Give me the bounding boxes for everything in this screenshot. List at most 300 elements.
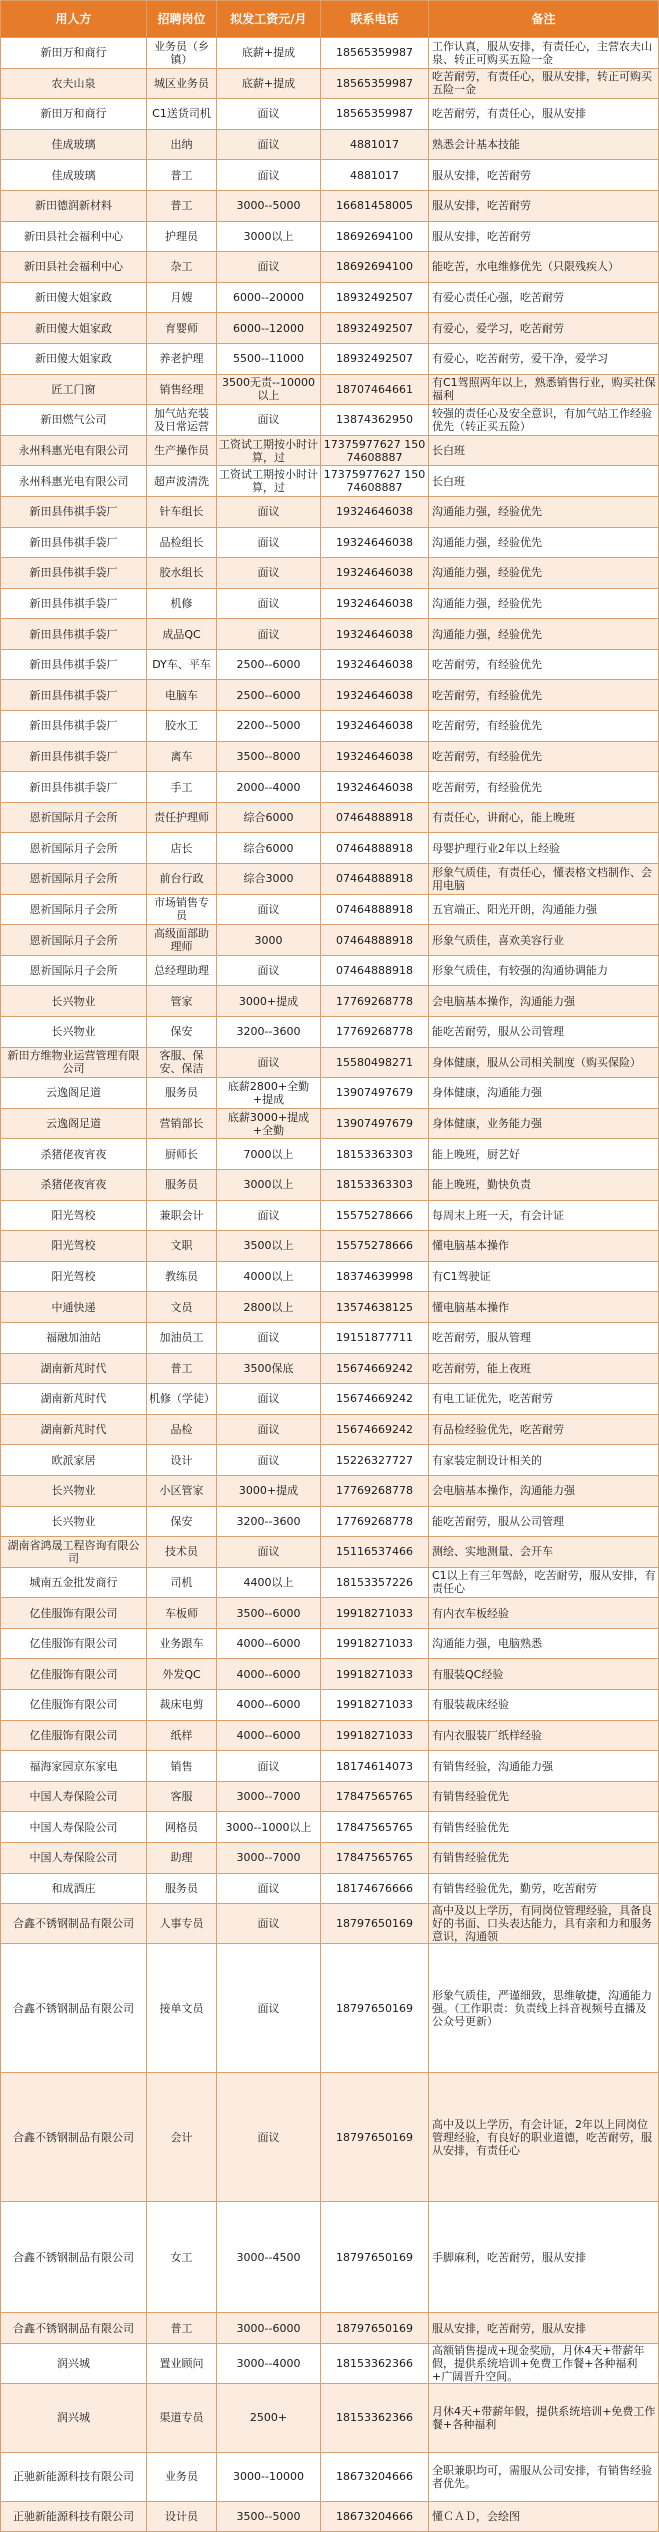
cell-employer: 新田县社会福利中心	[1, 252, 147, 283]
cell-position: 品检组长	[147, 527, 217, 558]
cell-notes: 身体健康，业务能力强	[429, 1108, 659, 1139]
cell-phone: 18932492507	[321, 313, 429, 344]
cell-phone: 18797650169	[321, 1904, 429, 1944]
cell-employer: 新田县伟祺手袋厂	[1, 772, 147, 803]
cell-position: 业务员	[147, 2452, 217, 2501]
cell-salary: 6000--12000	[217, 313, 321, 344]
cell-position: 保安	[147, 1506, 217, 1537]
table-row	[1, 1537, 659, 1568]
cell-phone: 17769268778	[321, 1017, 429, 1048]
cell-salary: 2500--6000	[217, 680, 321, 711]
table-row	[1, 129, 659, 160]
table-row	[1, 894, 659, 925]
cell-employer: 新田方维物业运营管理有限公司	[1, 1047, 147, 1078]
cell-salary: 工资试工期按小时计算，过	[217, 466, 321, 497]
cell-salary: 3000	[217, 925, 321, 956]
cell-notes: 身体健康，服从公司相关制度（购买保险）	[429, 1047, 659, 1078]
cell-notes: 形象气质佳，喜欢美容行业	[429, 925, 659, 956]
cell-position: 车板师	[147, 1598, 217, 1629]
cell-phone: 15674669242	[321, 1384, 429, 1415]
cell-phone: 13907497679	[321, 1078, 429, 1109]
cell-notes: 能吃苦耐劳，服从公司管理	[429, 1017, 659, 1048]
cell-salary: 6000--20000	[217, 282, 321, 313]
cell-salary: 3000--7000	[217, 1843, 321, 1874]
table-row	[1, 1414, 659, 1445]
cell-employer: 新田傻大姐家政	[1, 313, 147, 344]
cell-position: 加气站充装及日常运营	[147, 405, 217, 436]
cell-salary: 3000+提成	[217, 1475, 321, 1506]
cell-employer: 亿佳服饰有限公司	[1, 1659, 147, 1690]
cell-phone: 18153362366	[321, 2383, 429, 2452]
cell-employer: 正驰新能源科技有限公司	[1, 2501, 147, 2532]
cell-salary: 3000以上	[217, 221, 321, 252]
cell-position: 高级面部助理师	[147, 925, 217, 956]
cell-notes: 工作认真，服从安排，有责任心，主营农夫山泉、转正可购买五险一金	[429, 38, 659, 69]
table-row	[1, 252, 659, 283]
table-row	[1, 405, 659, 436]
cell-position: 超声波清洗	[147, 466, 217, 497]
table-row	[1, 435, 659, 466]
cell-employer: 合鑫不锈钢制品有限公司	[1, 2202, 147, 2313]
cell-position: 厨师长	[147, 1139, 217, 1170]
cell-notes: 高中及以上学历，有会计证，2年以上同岗位管理经验，有良好的职业道德，吃苦耐劳，服从安排，有责任心	[429, 2073, 659, 2202]
cell-position: 外发QC	[147, 1659, 217, 1690]
cell-notes: 身体健康，沟通能力强	[429, 1078, 659, 1109]
cell-position: 总经理助理	[147, 955, 217, 986]
cell-salary: 3500--5000	[217, 2501, 321, 2532]
cell-notes: 有责任心，讲耐心，能上晚班	[429, 802, 659, 833]
cell-notes: 有销售经验优先，勤劳，吃苦耐劳	[429, 1873, 659, 1904]
table-row	[1, 1292, 659, 1323]
cell-salary: 3000--6000	[217, 2313, 321, 2344]
cell-salary: 2000--4000	[217, 772, 321, 803]
cell-phone: 4881017	[321, 160, 429, 191]
cell-employer: 新田县伟祺手袋厂	[1, 711, 147, 742]
cell-salary: 3000--1000以上	[217, 1812, 321, 1843]
cell-salary: 综合6000	[217, 833, 321, 864]
cell-notes: 能吃苦耐劳，服从公司管理	[429, 1506, 659, 1537]
table-row	[1, 2501, 659, 2532]
cell-salary: 面议	[217, 1944, 321, 2073]
cell-employer: 长兴物业	[1, 1475, 147, 1506]
cell-notes: 长白班	[429, 466, 659, 497]
table-row	[1, 2073, 659, 2202]
cell-employer: 恩祈国际月子会所	[1, 925, 147, 956]
cell-salary: 3200--3600	[217, 1017, 321, 1048]
cell-salary: 面议	[217, 2073, 321, 2202]
table-row	[1, 2313, 659, 2344]
cell-notes: 服从安排，吃苦耐劳	[429, 160, 659, 191]
cell-phone: 13574638125	[321, 1292, 429, 1323]
cell-salary: 2500+	[217, 2383, 321, 2452]
cell-employer: 亿佳服饰有限公司	[1, 1720, 147, 1751]
cell-phone: 15674669242	[321, 1353, 429, 1384]
cell-phone: 19918271033	[321, 1659, 429, 1690]
cell-employer: 永州科惠光电有限公司	[1, 435, 147, 466]
cell-position: 出纳	[147, 129, 217, 160]
cell-position: 责任护理师	[147, 802, 217, 833]
cell-salary: 3500--6000	[217, 1598, 321, 1629]
table-row	[1, 68, 659, 99]
table-row	[1, 1384, 659, 1415]
cell-phone: 13874362950	[321, 405, 429, 436]
cell-notes: 懂电脑基本操作	[429, 1231, 659, 1262]
cell-employer: 新田燃气公司	[1, 405, 147, 436]
cell-employer: 新田县伟祺手袋厂	[1, 496, 147, 527]
cell-employer: 中国人寿保险公司	[1, 1843, 147, 1874]
cell-phone: 15575278666	[321, 1231, 429, 1262]
table-row	[1, 711, 659, 742]
table-row	[1, 649, 659, 680]
cell-notes: 测绘、实地测量、会开车	[429, 1537, 659, 1568]
table-row	[1, 802, 659, 833]
table-row	[1, 282, 659, 313]
cell-employer: 农夫山泉	[1, 68, 147, 99]
table-row	[1, 1690, 659, 1721]
cell-phone: 17769268778	[321, 1475, 429, 1506]
cell-employer: 杀猪佬夜宵夜	[1, 1139, 147, 1170]
cell-notes: 服从安排，吃苦耐劳	[429, 190, 659, 221]
cell-notes: 全职兼职均可，需服从公司安排，有销售经验者优先。	[429, 2452, 659, 2501]
cell-salary: 底薪3000+提成+全勤	[217, 1108, 321, 1139]
cell-notes: 服从安排，吃苦耐劳	[429, 221, 659, 252]
col-employer: 用人方	[1, 1, 147, 38]
cell-salary: 面议	[217, 1904, 321, 1944]
cell-employer: 长兴物业	[1, 1017, 147, 1048]
cell-notes: 能上晚班，勤快负责	[429, 1169, 659, 1200]
cell-notes: 有销售经验优先	[429, 1812, 659, 1843]
cell-phone: 17769268778	[321, 1506, 429, 1537]
cell-phone: 15580498271	[321, 1047, 429, 1078]
cell-position: 普工	[147, 1353, 217, 1384]
cell-notes: 长白班	[429, 435, 659, 466]
cell-salary: 面议	[217, 129, 321, 160]
cell-phone: 18797650169	[321, 2202, 429, 2313]
cell-employer: 阳光驾校	[1, 1200, 147, 1231]
cell-salary: 面议	[217, 1537, 321, 1568]
cell-notes: 有销售经验，沟通能力强	[429, 1751, 659, 1782]
cell-employer: 润兴城	[1, 2343, 147, 2383]
cell-phone: 4881017	[321, 129, 429, 160]
cell-position: 普工	[147, 160, 217, 191]
cell-notes: 有爱心责任心强，吃苦耐劳	[429, 282, 659, 313]
cell-notes: 形象气质佳，有责任心，懂表格文档制作、会用电脑	[429, 864, 659, 895]
cell-notes: 有内衣服装厂纸样经验	[429, 1720, 659, 1751]
cell-salary: 面议	[217, 619, 321, 650]
cell-salary: 面议	[217, 955, 321, 986]
cell-employer: 和成酒庄	[1, 1873, 147, 1904]
cell-phone: 18932492507	[321, 282, 429, 313]
table-row	[1, 833, 659, 864]
cell-phone: 18174676666	[321, 1873, 429, 1904]
cell-phone: 07464888918	[321, 802, 429, 833]
cell-phone: 19324646038	[321, 680, 429, 711]
table-row	[1, 1169, 659, 1200]
cell-notes: 有销售经验优先	[429, 1843, 659, 1874]
table-row	[1, 1231, 659, 1262]
cell-salary: 工资试工期按小时计算，过	[217, 435, 321, 466]
job-rows	[1, 38, 659, 2532]
cell-phone: 18797650169	[321, 2313, 429, 2344]
cell-position: 服务员	[147, 1169, 217, 1200]
cell-notes: 高额销售提成+现金奖励，月休4天+带薪年假，提供系统培训+免费工作餐+各种福利+广阔晋升空间。	[429, 2343, 659, 2383]
cell-phone: 19918271033	[321, 1690, 429, 1721]
cell-notes: 有电工证优先，吃苦耐劳	[429, 1384, 659, 1415]
cell-employer: 城南五金批发商行	[1, 1567, 147, 1598]
cell-employer: 永州科惠光电有限公司	[1, 466, 147, 497]
cell-salary: 4000--6000	[217, 1659, 321, 1690]
cell-notes: 有爱心，爱学习，吃苦耐劳	[429, 313, 659, 344]
cell-notes: 懂电脑基本操作	[429, 1292, 659, 1323]
table-row	[1, 986, 659, 1017]
cell-salary: 综合3000	[217, 864, 321, 895]
cell-salary: 4400以上	[217, 1567, 321, 1598]
table-row	[1, 925, 659, 956]
cell-position: 置业顾问	[147, 2343, 217, 2383]
cell-notes: 能上晚班，厨艺好	[429, 1139, 659, 1170]
cell-notes: 有销售经验优先	[429, 1781, 659, 1812]
cell-notes: 会电脑基本操作，沟通能力强	[429, 1475, 659, 1506]
cell-position: 销售经理	[147, 374, 217, 405]
cell-notes: 熟悉会计基本技能	[429, 129, 659, 160]
cell-position: 会计	[147, 2073, 217, 2202]
table-row	[1, 955, 659, 986]
cell-salary: 4000--6000	[217, 1690, 321, 1721]
cell-notes: 沟通能力强，电脑熟悉	[429, 1628, 659, 1659]
cell-notes: 有服装QC经验	[429, 1659, 659, 1690]
cell-employer: 杀猪佬夜宵夜	[1, 1169, 147, 1200]
cell-employer: 新田县伟祺手袋厂	[1, 527, 147, 558]
cell-employer: 新田德润新材料	[1, 190, 147, 221]
cell-phone: 19324646038	[321, 619, 429, 650]
table-row	[1, 1017, 659, 1048]
cell-notes: 五官端正、阳光开朗，沟通能力强	[429, 894, 659, 925]
table-row	[1, 190, 659, 221]
cell-phone: 19918271033	[321, 1720, 429, 1751]
cell-employer: 佳成玻璃	[1, 160, 147, 191]
cell-notes: 有家装定制设计相关的	[429, 1445, 659, 1476]
cell-notes: 有品检经验优先，吃苦耐劳	[429, 1414, 659, 1445]
cell-employer: 云逸阁足道	[1, 1108, 147, 1139]
cell-position: 手工	[147, 772, 217, 803]
cell-phone: 19324646038	[321, 496, 429, 527]
table-row	[1, 1261, 659, 1292]
cell-salary: 3000--4000	[217, 2343, 321, 2383]
cell-position: 裁床电剪	[147, 1690, 217, 1721]
table-row	[1, 527, 659, 558]
table-row	[1, 1659, 659, 1690]
cell-salary: 面议	[217, 894, 321, 925]
cell-position: 品检	[147, 1414, 217, 1445]
header-row	[1, 1, 659, 38]
table-row	[1, 1628, 659, 1659]
cell-notes: 高中及以上学历，有同岗位管理经验，具备良好的书面、口头表达能力，具有亲和力和服务意识，沟通领	[429, 1904, 659, 1944]
cell-notes: 形象气质佳，有较强的沟通协调能力	[429, 955, 659, 986]
table-row	[1, 496, 659, 527]
table-row	[1, 1200, 659, 1231]
cell-phone: 18797650169	[321, 2073, 429, 2202]
cell-employer: 阳光驾校	[1, 1261, 147, 1292]
cell-salary: 3000--5000	[217, 190, 321, 221]
cell-salary: 3500保底	[217, 1353, 321, 1384]
cell-phone: 18565359987	[321, 68, 429, 99]
cell-position: 胶水组长	[147, 558, 217, 589]
cell-position: 设计员	[147, 2501, 217, 2532]
cell-employer: 合鑫不锈钢制品有限公司	[1, 1904, 147, 1944]
cell-phone: 07464888918	[321, 864, 429, 895]
table-row	[1, 864, 659, 895]
cell-position: 接单文员	[147, 1944, 217, 2073]
table-row	[1, 1567, 659, 1598]
cell-phone: 17769268778	[321, 986, 429, 1017]
cell-notes: 沟通能力强，经验优先	[429, 558, 659, 589]
cell-salary: 2800以上	[217, 1292, 321, 1323]
cell-position: 电脑车	[147, 680, 217, 711]
col-salary: 拟发工资元/月	[217, 1, 321, 38]
cell-phone: 19324646038	[321, 558, 429, 589]
cell-position: 业务员（乡镇）	[147, 38, 217, 69]
cell-position: 保安	[147, 1017, 217, 1048]
table-row	[1, 1904, 659, 1944]
cell-salary: 3000--4500	[217, 2202, 321, 2313]
cell-salary: 面议	[217, 527, 321, 558]
cell-position: 胶水工	[147, 711, 217, 742]
cell-employer: 佳成玻璃	[1, 129, 147, 160]
cell-position: 生产操作员	[147, 435, 217, 466]
table-row	[1, 1944, 659, 2073]
cell-employer: 福海家园京东家电	[1, 1751, 147, 1782]
cell-salary: 5500--11000	[217, 343, 321, 374]
table-row	[1, 1475, 659, 1506]
cell-employer: 亿佳服饰有限公司	[1, 1628, 147, 1659]
cell-employer: 新田县伟祺手袋厂	[1, 588, 147, 619]
cell-phone: 19918271033	[321, 1628, 429, 1659]
cell-notes: 形象气质佳，严谨细致，思维敏捷，沟通能力强。（工作职责：负责线上抖音视频号直播及公众号更新）	[429, 1944, 659, 2073]
cell-position: 管家	[147, 986, 217, 1017]
cell-employer: 湖南新芃时代	[1, 1414, 147, 1445]
cell-notes: 吃苦耐劳，能上夜班	[429, 1353, 659, 1384]
cell-salary: 面议	[217, 1751, 321, 1782]
cell-position: 小区管家	[147, 1475, 217, 1506]
cell-employer: 匠工门窗	[1, 374, 147, 405]
table-row	[1, 619, 659, 650]
cell-salary: 面议	[217, 252, 321, 283]
cell-phone: 19324646038	[321, 772, 429, 803]
cell-phone: 15575278666	[321, 1200, 429, 1231]
cell-phone: 19324646038	[321, 741, 429, 772]
table-row	[1, 343, 659, 374]
cell-position: 助理	[147, 1843, 217, 1874]
cell-notes: 沟通能力强，经验优先	[429, 619, 659, 650]
cell-notes: 吃苦耐劳，有经验优先	[429, 741, 659, 772]
cell-phone: 18707464661	[321, 374, 429, 405]
cell-position: 普工	[147, 190, 217, 221]
cell-notes: 沟通能力强，经验优先	[429, 527, 659, 558]
cell-phone: 18673204666	[321, 2501, 429, 2532]
cell-position: 养老护理	[147, 343, 217, 374]
cell-phone: 17375977627 15074608887	[321, 466, 429, 497]
cell-salary: 综合6000	[217, 802, 321, 833]
cell-salary: 面议	[217, 1873, 321, 1904]
cell-phone: 07464888918	[321, 925, 429, 956]
cell-employer: 润兴城	[1, 2383, 147, 2452]
cell-position: 服务员	[147, 1873, 217, 1904]
cell-position: 销售	[147, 1751, 217, 1782]
cell-notes: 有C1驾驶证	[429, 1261, 659, 1292]
cell-employer: 新田县伟祺手袋厂	[1, 649, 147, 680]
cell-salary: 面议	[217, 1200, 321, 1231]
cell-salary: 3500无责--10000以上	[217, 374, 321, 405]
table-row	[1, 221, 659, 252]
cell-salary: 3000以上	[217, 1169, 321, 1200]
cell-employer: 新田县伟祺手袋厂	[1, 619, 147, 650]
cell-salary: 3200--3600	[217, 1506, 321, 1537]
cell-position: 服务员	[147, 1078, 217, 1109]
table-row	[1, 1506, 659, 1537]
cell-notes: 有C1驾照两年以上，熟悉销售行业，购买社保福利	[429, 374, 659, 405]
cell-position: 客服	[147, 1781, 217, 1812]
cell-position: 网格员	[147, 1812, 217, 1843]
table-row	[1, 1781, 659, 1812]
cell-phone: 19324646038	[321, 711, 429, 742]
cell-salary: 4000--6000	[217, 1628, 321, 1659]
col-position: 招聘岗位	[147, 1, 217, 38]
cell-employer: 长兴物业	[1, 1506, 147, 1537]
cell-notes: 吃苦耐劳，有经验优先	[429, 772, 659, 803]
cell-salary: 面议	[217, 99, 321, 130]
cell-employer: 中通快递	[1, 1292, 147, 1323]
cell-employer: 合鑫不锈钢制品有限公司	[1, 2073, 147, 2202]
cell-notes: 吃苦耐劳，有责任心，服从安排，转正可购买五险一金	[429, 68, 659, 99]
cell-position: 业务跟车	[147, 1628, 217, 1659]
cell-employer: 中国人寿保险公司	[1, 1781, 147, 1812]
table-row	[1, 1843, 659, 1874]
cell-position: 月嫂	[147, 282, 217, 313]
cell-notes: 吃苦耐劳，服从管理	[429, 1322, 659, 1353]
cell-employer: 湖南新芃时代	[1, 1353, 147, 1384]
cell-employer: 欧派家居	[1, 1445, 147, 1476]
cell-phone: 15116537466	[321, 1537, 429, 1568]
cell-phone: 19151877711	[321, 1322, 429, 1353]
cell-employer: 恩祈国际月子会所	[1, 833, 147, 864]
cell-position: 机修	[147, 588, 217, 619]
table-row	[1, 1598, 659, 1629]
cell-position: 教练员	[147, 1261, 217, 1292]
table-row	[1, 1445, 659, 1476]
cell-position: 城区业务员	[147, 68, 217, 99]
cell-phone: 18153363303	[321, 1139, 429, 1170]
table-row	[1, 1353, 659, 1384]
table-row	[1, 558, 659, 589]
cell-salary: 底薪+提成	[217, 68, 321, 99]
cell-employer: 新田县社会福利中心	[1, 221, 147, 252]
cell-position: 针车组长	[147, 496, 217, 527]
cell-employer: 恩祈国际月子会所	[1, 802, 147, 833]
cell-employer: 新田县伟祺手袋厂	[1, 680, 147, 711]
cell-employer: 恩祈国际月子会所	[1, 864, 147, 895]
cell-salary: 面议	[217, 588, 321, 619]
table-row	[1, 1873, 659, 1904]
cell-salary: 3000--10000	[217, 2452, 321, 2501]
cell-employer: 恩祈国际月子会所	[1, 894, 147, 925]
table-row	[1, 313, 659, 344]
cell-notes: 吃苦耐劳，有责任心，服从安排	[429, 99, 659, 130]
cell-salary: 面议	[217, 1414, 321, 1445]
table-row	[1, 2452, 659, 2501]
cell-position: 人事专员	[147, 1904, 217, 1944]
cell-position: 育婴师	[147, 313, 217, 344]
col-phone: 联系电话	[321, 1, 429, 38]
